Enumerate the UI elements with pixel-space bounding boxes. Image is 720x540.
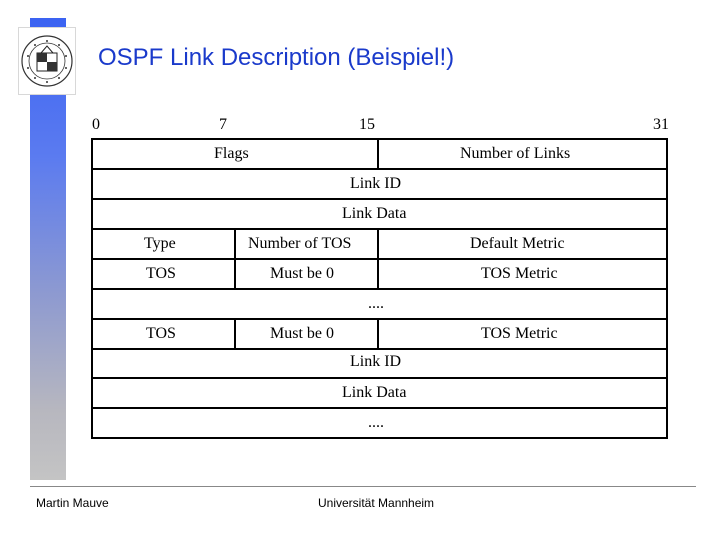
field-tos-metric: TOS Metric [481, 325, 558, 342]
bit-position-15: 15 [359, 116, 375, 133]
footer-rule [30, 486, 696, 487]
field-flags: Flags [214, 145, 249, 162]
field-link-data: Link Data [342, 384, 407, 401]
field-tos: TOS [146, 325, 176, 342]
field-must-be-zero: Must be 0 [270, 265, 334, 282]
footer-author: Martin Mauve [36, 496, 109, 510]
bit-position-0: 0 [92, 116, 100, 133]
table-border-right [666, 138, 668, 439]
row-separator [91, 318, 668, 320]
table-border-bottom [91, 437, 668, 439]
field-must-be-zero: Must be 0 [270, 325, 334, 342]
field-tos-metric: TOS Metric [481, 265, 558, 282]
column-separator [377, 228, 379, 290]
row-separator [91, 168, 668, 170]
column-separator [234, 228, 236, 290]
field-link-data: Link Data [342, 205, 407, 222]
row-separator [91, 407, 668, 409]
row-separator [91, 348, 668, 350]
field-ellipsis: .... [368, 295, 384, 312]
row-separator [91, 228, 668, 230]
row-separator [91, 198, 668, 200]
slide-title: OSPF Link Description (Beispiel!) [98, 44, 455, 71]
field-default-metric: Default Metric [470, 235, 565, 252]
column-separator [377, 138, 379, 170]
field-ellipsis: .... [368, 414, 384, 431]
university-seal-icon [19, 28, 75, 94]
row-separator [91, 258, 668, 260]
field-type: Type [144, 235, 176, 252]
field-number-of-tos: Number of TOS [248, 235, 352, 252]
column-separator [234, 318, 236, 350]
field-link-id: Link ID [350, 353, 402, 370]
table-border-left [91, 138, 93, 439]
table-border-top [91, 138, 668, 140]
field-number-of-links: Number of Links [460, 145, 571, 162]
bit-position-7: 7 [219, 116, 227, 133]
university-logo [18, 27, 76, 95]
field-link-id: Link ID [350, 175, 402, 192]
field-tos: TOS [146, 265, 176, 282]
row-separator [91, 288, 668, 290]
footer-institution: Universität Mannheim [318, 496, 435, 510]
column-separator [377, 318, 379, 350]
bit-position-31: 31 [653, 116, 669, 133]
row-separator [91, 377, 668, 379]
